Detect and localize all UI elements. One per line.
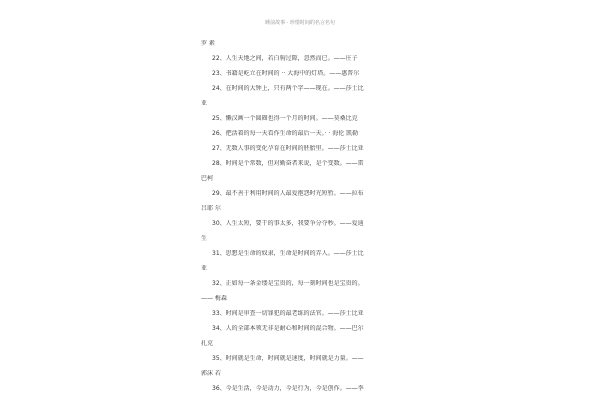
text-line: 25、懒汉画一个圆圈也得一个月的时间。——莫桑比克 [212,115,358,122]
line-gap [201,108,385,115]
text-line: 26、把活着的每一天看作生命的最后一天。· · 海伦 凯勒 [212,130,359,137]
text-line: 31、思想是生命的奴隶，生命是时间的弄人。——莎士比 [212,250,364,257]
line-gap [201,48,385,55]
line-gap [201,303,385,310]
line-gap [201,318,385,325]
text-line: 扎克 [201,340,214,347]
text-line: 33、时间是审查一切罪犯的最老练的法官。——莎士比亚 [212,310,364,317]
text-line: 24、在时间的大钟上，只有两个字——现在。——莎士比 [212,85,364,92]
text-line: 巴柯 [201,175,214,182]
text-line: 22、人生天地之间，若白驹过隙，忽然而已。——庄子 [212,55,358,62]
text-line: 32、正如每一条金缕是宝贵的，每一刻时间也是宝贵的。 [212,280,364,287]
text-line: 34、人的全部本领无非是耐心和时间的混合物。——巴尔 [212,325,364,332]
page-header: 睡前故事 · 珍惜时间的名言名句 [265,20,335,26]
text-line: 亚 [201,265,208,272]
text-line: 罗 素 [201,40,215,47]
line-gap [201,213,385,220]
text-line: 生 [201,235,208,242]
text-line: 36、今是生活，今是动力，今是行为，今是创作。——李 [212,385,364,392]
text-line: —— 梅森 [201,295,227,302]
line-gap [201,288,385,295]
line-gap [201,183,385,190]
line-gap [201,138,385,145]
line-gap [201,333,385,340]
line-gap [201,78,385,85]
line-gap [201,63,385,70]
line-gap [201,153,385,160]
line-gap [201,168,385,175]
text-line: 27、无数人事的变化孕育在时间的胚胎里。——莎士比亚 [212,145,364,152]
text-line: 郭沫 若 [201,370,221,377]
text-line: 亚 [201,100,208,107]
text-line: 35、时间就是生命，时间就是速度，时间就是力量。—— [212,355,364,362]
line-gap [201,348,385,355]
text-line: 30、人生太短，要干的事太多，我要争分夺秒。——爱迪 [212,220,364,227]
line-gap [201,228,385,235]
line-gap [201,243,385,250]
line-gap [201,198,385,205]
text-line: 28、时间是个常数，但对勤奋者来说，是个变数。——雷 [212,160,364,167]
line-gap [201,378,385,385]
document-body [201,40,385,393]
line-gap [201,273,385,280]
line-gap [201,363,385,370]
text-line: 29、最不善于利用时间的人最爱抱怨时光短暂。——拉布 [212,190,364,197]
text-line: 吕耶 尔 [201,205,221,212]
line-gap [201,93,385,100]
line-gap [201,123,385,130]
line-gap [201,258,385,265]
text-line: 23、书籍是屹立在时间的 ·· 大海中的灯塔。——惠普尔 [212,70,360,77]
